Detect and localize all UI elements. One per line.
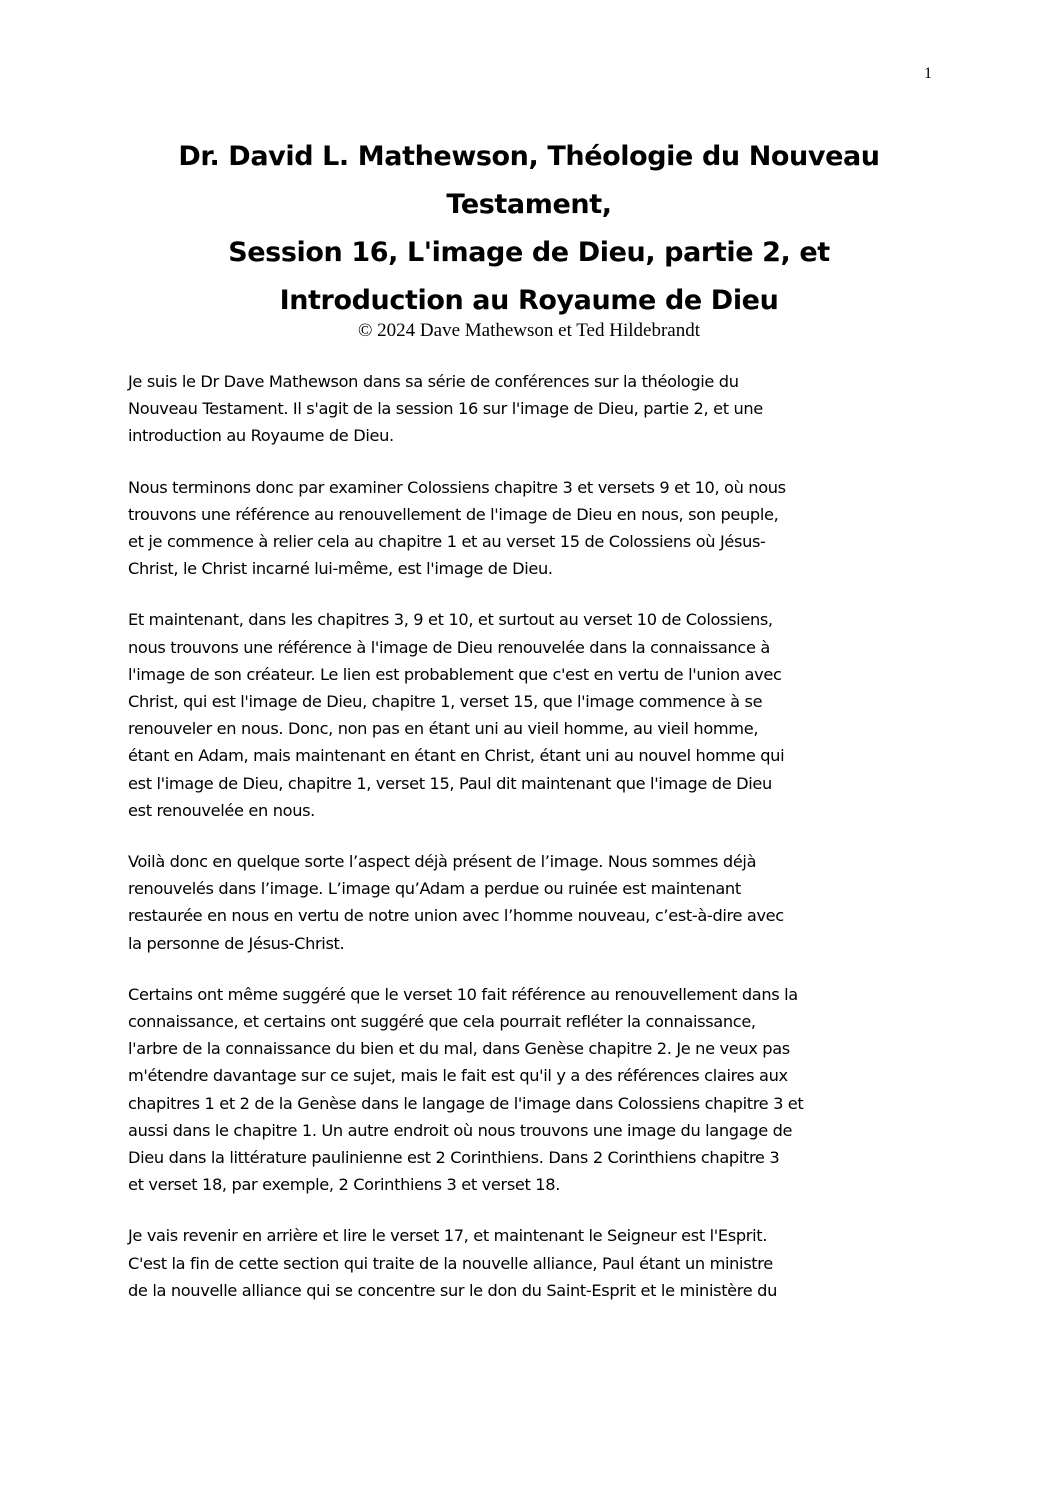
text-line: Je suis le Dr Dave Mathewson dans sa série de conférences sur la théologie du [128,372,739,391]
text-line: introduction au Royaume de Dieu. [128,426,394,446]
paragraph [128,848,938,957]
text-line: et verset 18, par exemple, 2 Corinthiens 3 et verset 18. [128,1175,561,1195]
paragraph [128,1222,938,1304]
text-line: nous trouvons une référence à l'image de Dieu renouvelée dans la connaissance à [128,637,770,657]
text-line: Dieu dans la littérature paulinienne est 2 Corinthiens. Dans 2 Corinthiens chapitre 3 [128,1148,780,1168]
text-line: aussi dans le chapitre 1. Un autre endroit où nous trouvons une image du langage de [128,1120,793,1140]
text-line: Je vais revenir en arrière et lire le verset 17, et maintenant le Seigneur est l'Esprit. [128,1226,768,1246]
text-line: Christ, qui est l'image de Dieu, chapitre 1, verset 15, que l'image commence à se [128,692,763,712]
text-line: Voilà donc en quelque sorte l’aspect déjà présent de l’image. Nous sommes déjà [128,852,757,872]
text-line: C'est la fin de cette section qui traite de la nouvelle alliance, Paul étant un ministre [128,1253,773,1273]
title-block [100,133,958,343]
text-line: Christ, le Christ incarné lui-même, est l'image de Dieu. [128,559,553,579]
text-line: est renouvelée en nous. [128,800,315,820]
text-line: Nous terminons donc par examiner Colossiens chapitre 3 et versets 9 et 10, où nous [128,477,786,497]
document-title-line: Testament, [446,189,612,220]
text-line: m'étendre davantage sur ce sujet, mais le fait est qu'il y a des références claires aux [128,1066,788,1086]
text-line: et je commence à relier cela au chapitre 1 et au verset 15 de Colossiens où Jésus- [128,532,766,552]
text-line: de la nouvelle alliance qui se concentre sur le don du Saint-Esprit et le ministère du [128,1280,777,1300]
document-title-line: Session 16, L'image de Dieu, partie 2, et [228,237,830,268]
document-title-line: Dr. David L. Mathewson, Théologie du Nouveau [178,141,880,172]
paragraph [128,368,938,450]
paragraph [128,474,938,583]
paragraph [128,981,938,1199]
text-line: connaissance, et certains ont suggéré que cela pourrait refléter la connaissance, [128,1012,756,1032]
document-body [128,368,938,1328]
text-line: la personne de Jésus-Christ. [128,933,345,953]
text-line: trouvons une référence au renouvellement de l'image de Dieu en nous, son peuple, [128,504,779,524]
text-line: étant en Adam, mais maintenant en étant en Christ, étant uni au nouvel homme qui [128,746,785,766]
text-line: est l'image de Dieu, chapitre 1, verset 15, Paul dit maintenant que l'image de Dieu [128,773,772,793]
document-title-line: Introduction au Royaume de Dieu [279,285,779,316]
text-line: renouveler en nous. Donc, non pas en étant uni au vieil homme, au vieil homme, [128,719,759,739]
page-number: 1 [924,65,932,82]
text-line: chapitres 1 et 2 de la Genèse dans le langage de l'image dans Colossiens chapitre 3 et [128,1093,804,1113]
text-line: Certains ont même suggéré que le verset 10 fait référence au renouvellement dans la [128,984,798,1004]
text-line: Et maintenant, dans les chapitres 3, 9 et 10, et surtout au verset 10 de Colossiens, [128,610,773,630]
text-line: restaurée en nous en vertu de notre union avec l’homme nouveau, c’est-à-dire avec [128,906,784,926]
text-line: l'image de son créateur. Le lien est probablement que c'est en vertu de l'union avec [128,664,782,684]
text-line: renouvelés dans l’image. L’image qu’Adam a perdue ou ruinée est maintenant [128,879,741,899]
copyright-notice: © 2024 Dave Mathewson et Ted Hildebrandt [357,320,700,341]
text-line: l'arbre de la connaissance du bien et du mal, dans Genèse chapitre 2. Je ne veux pas [128,1039,790,1059]
paragraph [128,606,938,824]
text-line: Nouveau Testament. Il s'agit de la session 16 sur l'image de Dieu, partie 2, et une [128,399,763,419]
